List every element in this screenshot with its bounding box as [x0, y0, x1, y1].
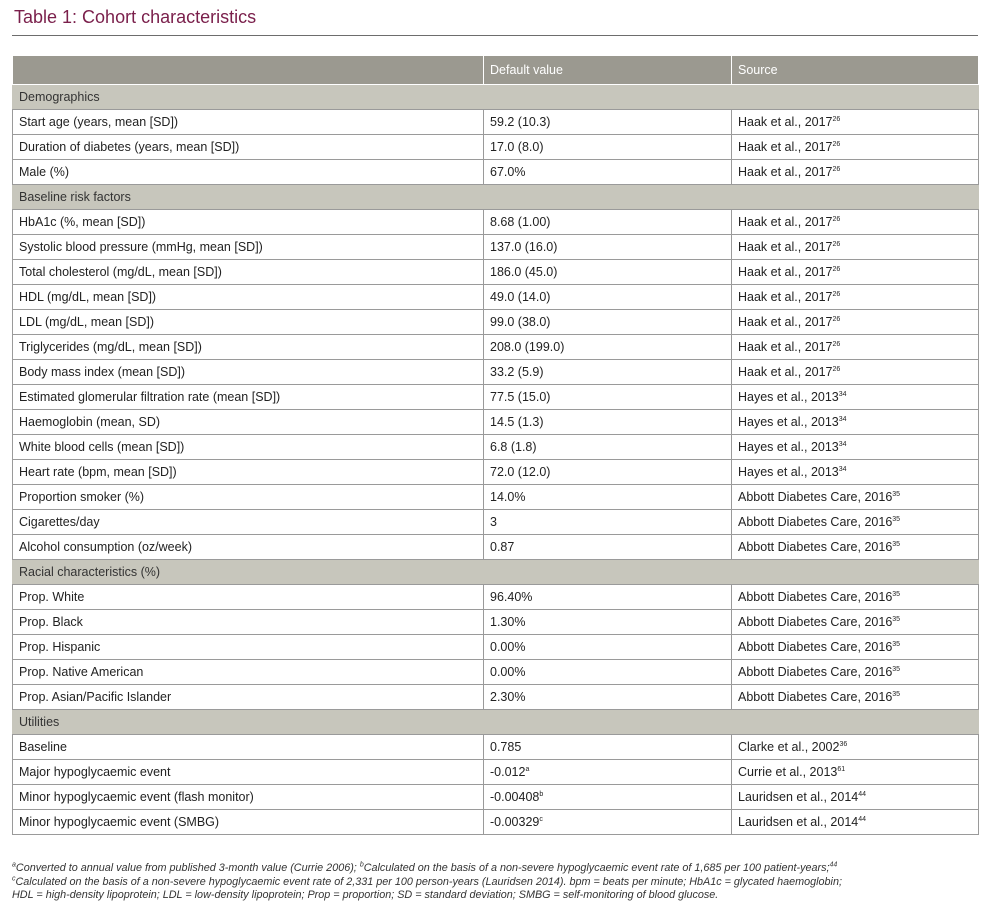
- parameter-cell: White blood cells (mean [SD]): [13, 435, 484, 460]
- reference-number: 26: [832, 290, 841, 298]
- default-value-cell: [484, 660, 732, 685]
- default-value-cell: [484, 160, 732, 185]
- parameter-cell: Start age (years, mean [SD]): [13, 110, 484, 135]
- reference-number: 26: [832, 140, 841, 148]
- reference-number: 26: [832, 115, 841, 123]
- default-value-text: 72.0 (12.0): [490, 465, 551, 479]
- table-row: [13, 385, 979, 410]
- default-value-cell: [484, 335, 732, 360]
- source-text: Haak et al., 2017: [738, 140, 833, 154]
- default-value-text: -0.012: [490, 765, 526, 779]
- footnote-marker: a: [12, 861, 16, 869]
- table-body: [13, 85, 979, 835]
- table-row: [13, 685, 979, 710]
- default-value-cell: [484, 635, 732, 660]
- parameter-cell: Estimated glomerular filtration rate (mean [SD]): [13, 385, 484, 410]
- default-value-cell: [484, 735, 732, 760]
- source-text: Abbott Diabetes Care, 2016: [738, 540, 893, 554]
- footnote-text: Calculated on the basis of a non-severe hypoglycaemic event rate of 2,331 per 100 person-years (Lauridsen 2014). bpm = beats per minute; HbA1c = glycated haemoglobin;: [15, 875, 842, 888]
- default-value-text: 59.2 (10.3): [490, 115, 551, 129]
- section-header: Racial characteristics (%): [13, 560, 979, 585]
- default-value-cell: [484, 510, 732, 535]
- default-value-text: 0.00%: [490, 640, 526, 654]
- source-text: Haak et al., 2017: [738, 315, 833, 329]
- source-cell: [732, 210, 979, 235]
- default-value-text: 96.40%: [490, 590, 533, 604]
- section-header-row: [13, 85, 979, 110]
- default-value-cell: [484, 610, 732, 635]
- source-cell: [732, 135, 979, 160]
- default-value-text: 33.2 (5.9): [490, 365, 544, 379]
- parameter-cell: Minor hypoglycaemic event (flash monitor): [13, 785, 484, 810]
- source-cell: [732, 360, 979, 385]
- reference-number: 35: [892, 665, 901, 673]
- table-row: [13, 585, 979, 610]
- default-value-cell: [484, 360, 732, 385]
- table-row: [13, 260, 979, 285]
- table-row: [13, 285, 979, 310]
- source-cell: [732, 335, 979, 360]
- default-value-text: 14.5 (1.3): [490, 415, 544, 429]
- source-cell: [732, 785, 979, 810]
- source-text: Haak et al., 2017: [738, 265, 833, 279]
- parameter-cell: Proportion smoker (%): [13, 485, 484, 510]
- source-cell: [732, 160, 979, 185]
- default-value-cell: [484, 810, 732, 835]
- default-value-text: 49.0 (14.0): [490, 290, 551, 304]
- source-text: Haak et al., 2017: [738, 115, 833, 129]
- default-value-text: 0.785: [490, 740, 522, 754]
- source-cell: [732, 585, 979, 610]
- reference-number: 35: [892, 615, 901, 623]
- table-row: [13, 785, 979, 810]
- default-value-text: 6.8 (1.8): [490, 440, 537, 454]
- footnote-line: [12, 862, 982, 876]
- reference-number: 35: [892, 490, 901, 498]
- reference-number: 34: [838, 390, 847, 398]
- parameter-cell: Male (%): [13, 160, 484, 185]
- table-row: [13, 335, 979, 360]
- table-row: [13, 610, 979, 635]
- default-value-cell: [484, 435, 732, 460]
- value-footnote-marker: b: [539, 790, 544, 798]
- default-value-text: 2.30%: [490, 690, 526, 704]
- table-footnotes: [12, 862, 982, 903]
- section-header: Baseline risk factors: [13, 185, 979, 210]
- reference-number: 34: [838, 415, 847, 423]
- parameter-cell: HbA1c (%, mean [SD]): [13, 210, 484, 235]
- source-text: Haak et al., 2017: [738, 240, 833, 254]
- default-value-cell: [484, 385, 732, 410]
- parameter-cell: HDL (mg/dL, mean [SD]): [13, 285, 484, 310]
- footnote-marker: c: [12, 874, 16, 882]
- footnote-text: Calculated on the basis of a non-severe hypoglycaemic event rate of 1,685 per 100 patient-years;: [363, 862, 830, 874]
- value-footnote-marker: c: [539, 815, 543, 823]
- source-text: Hayes et al., 2013: [738, 390, 839, 404]
- source-text: Haak et al., 2017: [738, 340, 833, 354]
- table-row: [13, 135, 979, 160]
- source-text: Abbott Diabetes Care, 2016: [738, 590, 893, 604]
- section-header-row: [13, 560, 979, 585]
- default-value-cell: [484, 260, 732, 285]
- parameter-cell: Minor hypoglycaemic event (SMBG): [13, 810, 484, 835]
- parameter-cell: Prop. Black: [13, 610, 484, 635]
- parameter-cell: Prop. White: [13, 585, 484, 610]
- reference-number: 34: [838, 465, 847, 473]
- default-value-cell: [484, 485, 732, 510]
- table-row: [13, 635, 979, 660]
- default-value-text: 8.68 (1.00): [490, 215, 551, 229]
- reference-number: 26: [832, 340, 841, 348]
- cohort-characteristics-table: [12, 55, 979, 835]
- parameter-cell: Duration of diabetes (years, mean [SD]): [13, 135, 484, 160]
- reference-number: 44: [858, 815, 867, 823]
- section-header-row: [13, 710, 979, 735]
- parameter-cell: Haemoglobin (mean, SD): [13, 410, 484, 435]
- default-value-cell: [484, 785, 732, 810]
- default-value-cell: [484, 135, 732, 160]
- source-text: Hayes et al., 2013: [738, 465, 839, 479]
- source-text: Abbott Diabetes Care, 2016: [738, 690, 893, 704]
- parameter-cell: Triglycerides (mg/dL, mean [SD]): [13, 335, 484, 360]
- source-cell: [732, 535, 979, 560]
- source-text: Haak et al., 2017: [738, 165, 833, 179]
- footnote-text: Converted to annual value from published 3-month value (Currie 2006);: [15, 862, 360, 874]
- parameter-cell: Alcohol consumption (oz/week): [13, 535, 484, 560]
- parameter-cell: Heart rate (bpm, mean [SD]): [13, 460, 484, 485]
- source-text: Abbott Diabetes Care, 2016: [738, 665, 893, 679]
- source-text: Abbott Diabetes Care, 2016: [738, 515, 893, 529]
- default-value-cell: [484, 760, 732, 785]
- reference-number: 44: [858, 790, 867, 798]
- table-row: [13, 460, 979, 485]
- column-header-parameter: [13, 56, 484, 85]
- source-cell: [732, 260, 979, 285]
- reference-number: 34: [838, 440, 847, 448]
- table-row: [13, 235, 979, 260]
- source-text: Haak et al., 2017: [738, 365, 833, 379]
- source-cell: [732, 810, 979, 835]
- title-divider: [12, 35, 978, 36]
- table-row: [13, 510, 979, 535]
- reference-number: 26: [832, 265, 841, 273]
- default-value-text: 67.0%: [490, 165, 526, 179]
- table-row: [13, 660, 979, 685]
- table-row: [13, 360, 979, 385]
- source-text: Clarke et al., 2002: [738, 740, 840, 754]
- table-row: [13, 435, 979, 460]
- default-value-text: 208.0 (199.0): [490, 340, 565, 354]
- source-cell: [732, 410, 979, 435]
- table-row: [13, 410, 979, 435]
- source-text: Abbott Diabetes Care, 2016: [738, 615, 893, 629]
- parameter-cell: LDL (mg/dL, mean [SD]): [13, 310, 484, 335]
- footnote-marker: 44: [829, 861, 838, 869]
- parameter-cell: Major hypoglycaemic event: [13, 760, 484, 785]
- source-cell: [732, 735, 979, 760]
- reference-number: 35: [892, 590, 901, 598]
- default-value-text: 17.0 (8.0): [490, 140, 544, 154]
- default-value-cell: [484, 585, 732, 610]
- footnote-line: [12, 876, 982, 890]
- source-cell: [732, 760, 979, 785]
- source-text: Lauridsen et al., 2014: [738, 815, 859, 829]
- source-cell: [732, 485, 979, 510]
- footnote-line: [12, 889, 982, 903]
- table-row: [13, 485, 979, 510]
- default-value-text: 1.30%: [490, 615, 526, 629]
- default-value-cell: [484, 310, 732, 335]
- default-value-text: 3: [490, 515, 497, 529]
- source-cell: [732, 435, 979, 460]
- default-value-text: 137.0 (16.0): [490, 240, 558, 254]
- table-row: [13, 110, 979, 135]
- reference-number: 35: [892, 640, 901, 648]
- source-text: Currie et al., 2013: [738, 765, 838, 779]
- parameter-cell: Prop. Native American: [13, 660, 484, 685]
- reference-number: 26: [832, 315, 841, 323]
- source-cell: [732, 635, 979, 660]
- source-cell: [732, 385, 979, 410]
- table-header-row: [13, 56, 979, 85]
- default-value-cell: [484, 110, 732, 135]
- source-text: Haak et al., 2017: [738, 290, 833, 304]
- default-value-cell: [484, 210, 732, 235]
- reference-number: 61: [837, 765, 846, 773]
- source-cell: [732, 460, 979, 485]
- default-value-cell: [484, 285, 732, 310]
- reference-number: 35: [892, 515, 901, 523]
- parameter-cell: Cigarettes/day: [13, 510, 484, 535]
- source-cell: [732, 610, 979, 635]
- source-cell: [732, 660, 979, 685]
- table-title: Table 1: Cohort characteristics: [14, 7, 257, 27]
- reference-number: 35: [892, 690, 901, 698]
- source-cell: [732, 685, 979, 710]
- parameter-cell: Total cholesterol (mg/dL, mean [SD]): [13, 260, 484, 285]
- parameter-cell: Body mass index (mean [SD]): [13, 360, 484, 385]
- default-value-cell: [484, 410, 732, 435]
- table-row: [13, 210, 979, 235]
- column-header-source: Source: [732, 56, 979, 85]
- source-cell: [732, 235, 979, 260]
- table-row: [13, 160, 979, 185]
- default-value-text: -0.00329: [490, 815, 540, 829]
- default-value-text: 0.00%: [490, 665, 526, 679]
- reference-number: 35: [892, 540, 901, 548]
- source-cell: [732, 285, 979, 310]
- value-footnote-marker: a: [525, 765, 530, 773]
- parameter-cell: Prop. Hispanic: [13, 635, 484, 660]
- reference-number: 26: [832, 365, 841, 373]
- source-cell: [732, 510, 979, 535]
- reference-number: 26: [832, 215, 841, 223]
- default-value-text: 0.87: [490, 540, 515, 554]
- source-text: Lauridsen et al., 2014: [738, 790, 859, 804]
- default-value-cell: [484, 685, 732, 710]
- table-row: [13, 810, 979, 835]
- footnote-marker: b: [359, 861, 364, 869]
- default-value-text: 186.0 (45.0): [490, 265, 558, 279]
- table-row: [13, 760, 979, 785]
- reference-number: 26: [832, 165, 841, 173]
- section-header: Utilities: [13, 710, 979, 735]
- default-value-text: 99.0 (38.0): [490, 315, 551, 329]
- default-value-text: 77.5 (15.0): [490, 390, 551, 404]
- default-value-cell: [484, 535, 732, 560]
- source-text: Hayes et al., 2013: [738, 440, 839, 454]
- source-cell: [732, 110, 979, 135]
- table-row: [13, 735, 979, 760]
- default-value-cell: [484, 460, 732, 485]
- parameter-cell: Prop. Asian/Pacific Islander: [13, 685, 484, 710]
- column-header-default-value: Default value: [484, 56, 732, 85]
- default-value-text: -0.00408: [490, 790, 540, 804]
- source-text: Abbott Diabetes Care, 2016: [738, 490, 893, 504]
- reference-number: 26: [832, 240, 841, 248]
- table-row: [13, 310, 979, 335]
- section-header: Demographics: [13, 85, 979, 110]
- default-value-cell: [484, 235, 732, 260]
- parameter-cell: Baseline: [13, 735, 484, 760]
- source-text: Abbott Diabetes Care, 2016: [738, 640, 893, 654]
- source-text: Haak et al., 2017: [738, 215, 833, 229]
- source-text: Hayes et al., 2013: [738, 415, 839, 429]
- parameter-cell: Systolic blood pressure (mmHg, mean [SD]): [13, 235, 484, 260]
- source-cell: [732, 310, 979, 335]
- table-row: [13, 535, 979, 560]
- reference-number: 36: [839, 740, 848, 748]
- section-header-row: [13, 185, 979, 210]
- default-value-text: 14.0%: [490, 490, 526, 504]
- footnote-text: HDL = high-density lipoprotein; LDL = low-density lipoprotein; Prop = proportion; SD = standard deviation; SMBG = self-monitoring of blood glucose.: [12, 889, 719, 901]
